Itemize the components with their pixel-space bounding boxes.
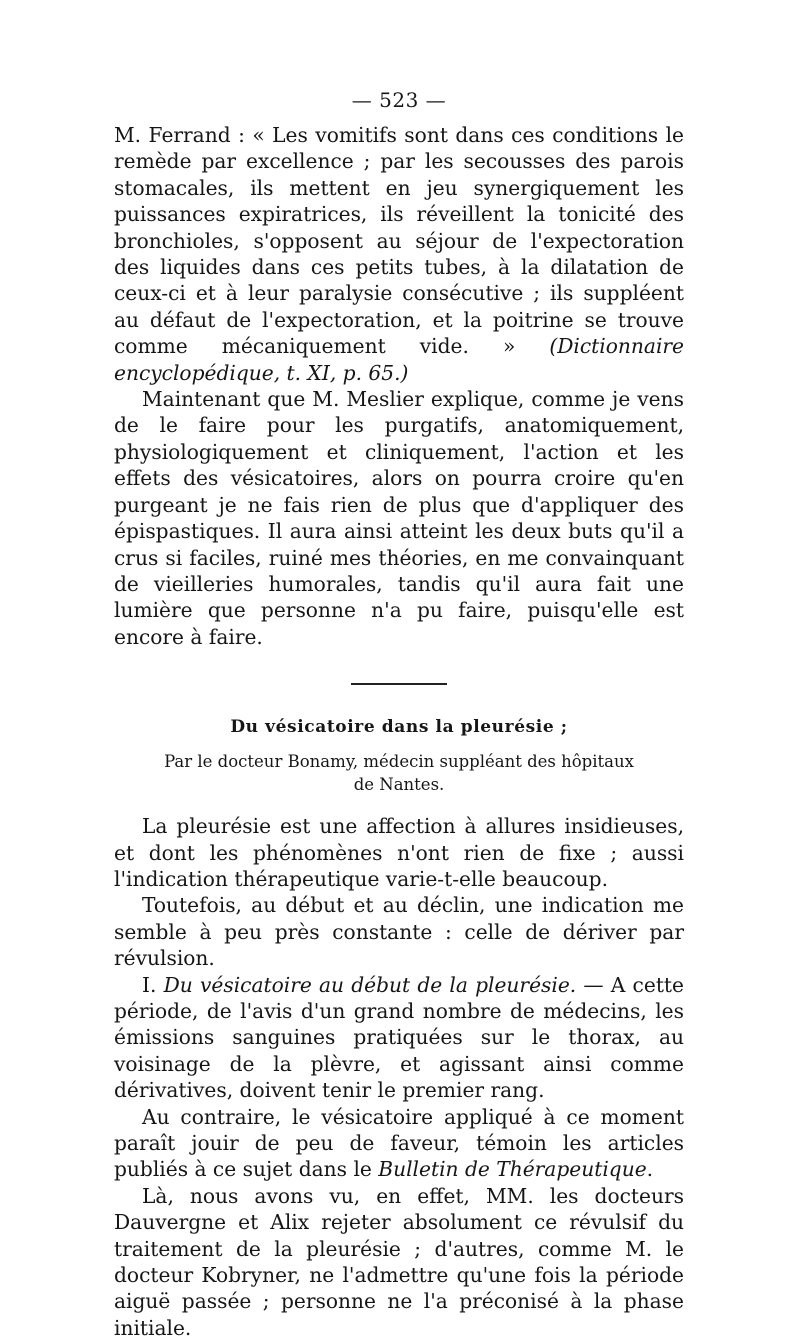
section-title: Du vésicatoire au début de la pleurésie. [163,972,577,997]
paragraph-section-one [114,972,684,1104]
paragraph-dauvergne: Là, nous avons vu, en effet, MM. les docteurs Dauvergne et Alix rejeter absolument ce révulsif du traitement de la pleurésie ; d'autres, comme M. le docteur Kobryner, ne l'admettre qu'une fois la période aiguë passée ; personne ne l'a préconisé à la phase initiale. [114,1183,684,1340]
paragraph-text-end: . [646,1157,654,1182]
byline-line-2: de Nantes. [353,775,445,795]
byline-line-1: Par le docteur Bonamy, médecin suppléant des hôpitaux [164,752,634,772]
paragraph-indication: Toutefois, au début et au déclin, une indication me semble à peu près constante : celle de dériver par révulsion. [114,893,684,971]
citation-dictionnaire: (Dictionnaire encyclopédique, t. XI, p. 65.) [114,334,684,385]
article-byline [114,750,684,796]
journal-title: Bulletin de Thérapeutique [378,1157,647,1182]
section-divider [351,683,447,685]
section-number: I. [142,972,164,997]
article-heading: Du vésicatoire dans la pleurésie ; [230,717,568,738]
paragraph-text: Au contraire, le vésicatoire appliqué à ce moment paraît jouir de peu de faveur, témoin les articles publiés à ce sujet dans le [114,1104,684,1182]
paragraph-text: M. Ferrand : « Les vomitifs sont dans ces conditions le remède par excellence ; par les secousses des parois stomacales, ils mettent en jeu synergiquement les puissances expiratrices, ils réveillent la tonicité des bronchioles, s'opposent au séjour de l'expectoration des liquides dans ces petits tubes, à la dilatation de ceux-ci et à leur paralysie consécutive ; ils suppléent au défaut de l'expectoration, et la poitrine se trouve comme mécaniquement vide. » [114,123,684,359]
page-number: — 523 — [351,88,447,112]
paragraph-ferrand-quote [114,122,684,386]
paragraph-contraire [114,1104,684,1183]
document-page [114,86,684,1341]
paragraph-text: — A cette période, de l'avis d'un grand nombre de médecins, les émissions sanguines pratiquées sur le thorax, au voisinage de la plèvre, et agissant ainsi comme dérivatives, doivent tenir le premier rang. [114,972,684,1103]
paragraph-pleuresie-intro: La pleurésie est une affection à allures insidieuses, et dont les phénomènes n'ont rien de fixe ; aussi l'indication thérapeutique varie-t-elle beaucoup. [114,814,684,891]
paragraph-meslier: Maintenant que M. Meslier explique, comme je vens de le faire pour les purgatifs, anatomiquement, physiologiquement et cliniquement, l'action et les effets des vésicatoires, alors on pourra croire qu'en purgeant je ne fais rien de plus que d'appliquer des épispastiques. Il aura ainsi atteint les deux buts qu'il a crus si faciles, ruiné mes théories, en me convainquant de vieilleries humorales, tandis qu'il aura fait une lumière que personne n'a pu faire, puisqu'elle est encore à faire. [114,387,684,649]
